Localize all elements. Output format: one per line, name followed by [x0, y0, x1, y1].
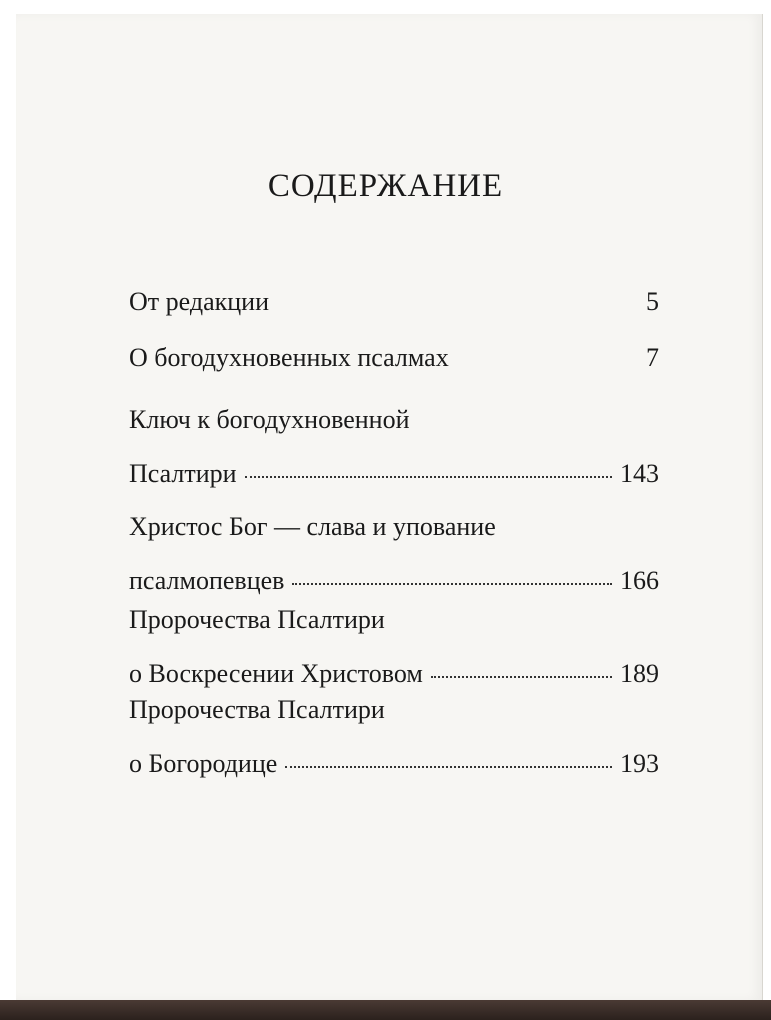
- toc-entry-title: Псалтири: [129, 459, 237, 488]
- dot-leader: [431, 676, 612, 678]
- toc-entry-page: 189: [620, 659, 659, 688]
- toc-entry: [129, 500, 659, 608]
- dot-leader: [245, 476, 612, 478]
- toc-entry-title: Ключ к богодухновенной: [129, 405, 410, 434]
- dot-leader: [292, 583, 612, 585]
- toc-entry: [129, 275, 659, 329]
- toc-entry-page: 5: [646, 287, 659, 316]
- toc-title: СОДЕРЖАНИЕ: [267, 168, 504, 204]
- toc-entry-title: От редакции: [129, 287, 269, 316]
- toc-entry-page: 7: [646, 343, 659, 372]
- dot-leader: [285, 766, 612, 768]
- toc-entry-page: 143: [620, 459, 659, 488]
- toc-entry-page: 193: [620, 749, 659, 778]
- toc-entry: [129, 331, 659, 385]
- page-bottom-edge: [0, 1000, 771, 1020]
- toc-entry-title: Пророчества Псалтири: [129, 605, 385, 634]
- toc-entry-title: о Богородице: [129, 749, 278, 778]
- toc-entry-title: Пророчества Псалтири: [129, 695, 385, 724]
- toc-entry-title: О богодухновенных псалмах: [129, 343, 449, 372]
- toc-entry-title: псалмопевцев: [129, 566, 285, 595]
- toc-entry: [129, 393, 659, 501]
- toc-entry-title: о Воскресении Христовом: [129, 659, 423, 688]
- toc-entry: [129, 683, 659, 791]
- toc-entry-title: Христос Бог — слава и упование: [129, 512, 496, 541]
- toc-entry-page: 166: [620, 566, 659, 595]
